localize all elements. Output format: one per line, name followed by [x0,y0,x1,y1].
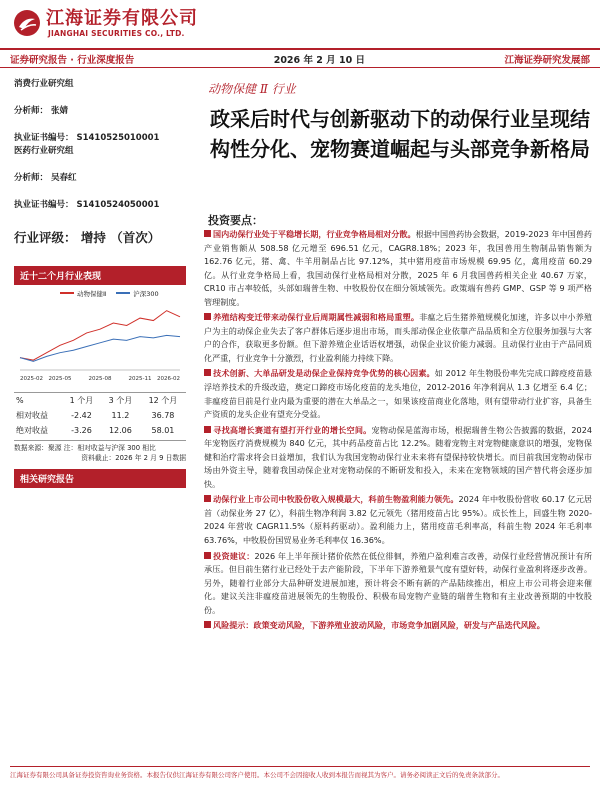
analyst-2-cert: 执业证书编号： S1410524050001 [14,200,160,210]
dept-pharma: 医药行业研究组 [14,146,74,156]
bullet-icon [204,369,211,376]
paragraph-6: 投资建议：2026 年上半年预计猪价依然在低位徘徊，养殖户盈利难言改善，动保行业经营情况预计有所承压。但目前生猪行业已经处于去产能阶段，下半年下游养殖景气度有望好转，动保行业盈利将逐步改善。另外，随着行业部分大品种研发进展加速，预计将会不断有新的产品陆续推出，相应上市公司将会迎来催化。建议关注非瘟疫苗进展领先的生物股份、积极布局宠物产业链的瑞普生物和有主业改善预期的中牧股份。 [204,550,592,615]
paragraph-2: 养殖结构变迁带来动保行业后周期属性减弱和格局重塑。非瘟之后生猪养殖规模化加速，许多以中小养殖户为主的动保企业失去了客户群体后逐步退出市场，而头部动保企业依靠产品品质和全方位服务加强与大客户的合作，获取更多份额。但下游养殖企业话语权增强，动保企业议价能力减弱。且动保行业由于产品同质化严重，行业竞争十分激烈，行业盈利能力持续下降。 [204,312,592,363]
related-reports-title: 相关研究报告 [14,469,186,488]
table-header-cell: % [14,393,62,409]
bullet-icon [204,552,211,559]
legend-item-sector: 动物保健Ⅱ [60,289,106,298]
page-footer: 江海证券有限公司具备证券投资咨询业务资格。本报告仅供江海证券有限公司客户使用。本公司不会因接收人收到本报告而视其为客户。请务必阅读正文后的免责条款部分。 [10,766,590,780]
analyst-label: 分析师： [14,106,49,116]
report-type: 证券研究报告 · 行业深度报告 [10,54,135,66]
x-tick-label: 2025-08 [88,376,112,382]
table-header-row [14,393,186,409]
bullet-icon [204,495,211,502]
legend-item-hs300: 沪深300 [116,289,158,298]
table-cell: 12.06 [108,426,132,435]
table-cell: 11.2 [111,411,130,420]
table-row [14,423,186,438]
performance-table [14,392,186,438]
bullet-icon [204,230,211,237]
table-source: 数据来源：聚源 注：相对收益与沪深 300 相比 资料截止：2026 年 2 月 9 日数据 [14,440,186,463]
performance-line-chart [14,298,186,386]
chart-legend [60,289,186,298]
logo-emblem-icon [12,8,42,38]
sector-tag: 动物保健 Ⅱ 行业 [208,82,296,96]
analyst-2-name: 吴春红 [50,173,77,183]
paragraph-3: 技术创新、大单品研发是动保企业保持竞争优势的核心因素。如 2012 年生物股份率先完成口蹄疫疫苗悬浮培养技术的升级改造，奠定口蹄疫市场化疫苗的龙头地位，2012-2016 年净利润从 1.3 亿增至 6.4 亿；非瘟疫苗目前是行业内最为重要的潜在大单品之一，如果该疫苗商业化落地，则有望带动行业扩容，具备生产资质的龙头企业有望充分受益。 [204,368,592,420]
dept-consumer: 消费行业研究组 [14,79,74,89]
analyst-2 [14,172,186,185]
paragraph-1: 国内动保行业处于平稳增长期，行业竞争格局相对分散。根据中国兽药协会数据，2019-2023 年中国兽药产业销售额从 508.58 亿元增至 696.51 亿元，CAGR8.18%；2023 年，我国兽用生物制品销售额为 162.76 亿元，猪、禽、牛羊用制品占比 97.12%，其中猪用疫苗市场规模 69.95 亿，禽用疫苗 60.29 亿。从行业竞争格局上看，我国动保行业格局相对分散，2025 年 6 月我国兽药相关企业 40.67 万家，CR10 市占率较低，头部如瑞普生物、中牧股份仅在细分领域领先。政策端有兽药 GMP、GSP 等 9 项严格管理制度。 [204,229,592,307]
table-cell: 58.01 [151,426,175,435]
analyst-1-cert: 执业证书编号： S1410525010001 [14,133,160,143]
table-header-cell: 1 个月 [62,393,101,409]
analyst-1 [14,105,186,118]
table-cell: 36.78 [151,411,175,420]
industry-rating: 行业评级： 增持 （首次） [14,230,161,245]
paragraph-5: 动保行业上市公司中牧股份收入规模最大，科前生物盈利能力领先。2024 年中牧股份营收 60.17 亿元居首（动保业务 27 亿），科前生物净利润 3.82 亿元领先（猪用疫苗占比 95%）。成长性上，回盛生物 2020-2024 年营收 CAGR11.5%（原料药驱动）。盈利能力上，猪用疫苗毛利率高，科前生物 2024 年毛利率 63.76%，中牧股份国贸易业务毛利率仅 16.36%。 [204,494,592,546]
table-cell: -3.26 [71,426,92,435]
performance-chart-title: 近十二个月行业表现 [14,266,186,285]
report-department: 江海证券研究发展部 [504,54,590,66]
series-line-0 [20,311,180,360]
analyst-1-name: 张婧 [50,106,68,116]
series-line-1 [20,335,180,361]
key-points-title: 投资要点： [208,214,263,227]
company-name-cn: 江海证券有限公司 [46,7,198,29]
analyst-label: 分析师： [14,173,49,183]
table-header-cell: 12 个月 [140,393,186,409]
left-sidebar [14,78,186,488]
x-tick-label: 2025-11 [128,376,152,382]
paragraph-4: 寻找高增长赛道有望打开行业的增长空间。宠物动保是蓝海市场，根据瑞普生物公告披露的数据，2024 年宠物医疗消费规模为 840 亿元，其中药品疫苗占比 12.2%。随着宠物主对宠物健康意识的增强，宠物保健和治疗需求将会日益增加，我们认为我国宠物动保行业未来将有望保持较快增长。而目前我国宠物动保市场由外资主导，随着我国动保企业对宠物动保的不断研发和投入，未来在宠物领域的国产替代将会逐步加快。 [204,424,592,489]
x-tick-label: 2025-02 [20,376,43,382]
paragraph-7: 风险提示：政策变动风险，下游养殖业波动风险，市场竞争加剧风险，研发与产品迭代风险。 [204,619,592,633]
analyst-block [14,78,186,212]
bullet-icon [204,426,211,433]
x-tick-label: 2026-02 [157,376,180,382]
table-header-cell: 3 个月 [101,393,140,409]
x-tick-label: 2025-05 [48,376,72,382]
table-cell: -2.42 [71,411,92,420]
report-header-bar [0,48,600,68]
table-cell: 相对收益 [16,411,48,420]
key-points-body [204,228,592,635]
company-logo [12,8,198,38]
company-name-en: JIANGHAI SECURITIES CO., LTD. [48,28,185,38]
bullet-icon [204,313,211,320]
table-cell: 绝对收益 [16,426,48,435]
bullet-icon [204,621,211,628]
report-date: 2026 年 2 月 10 日 [273,54,366,66]
table-row [14,408,186,423]
report-title: 政采后时代与创新驱动下的动保行业呈现结构性分化、宠物赛道崛起与头部竞争新格局 [210,107,590,161]
